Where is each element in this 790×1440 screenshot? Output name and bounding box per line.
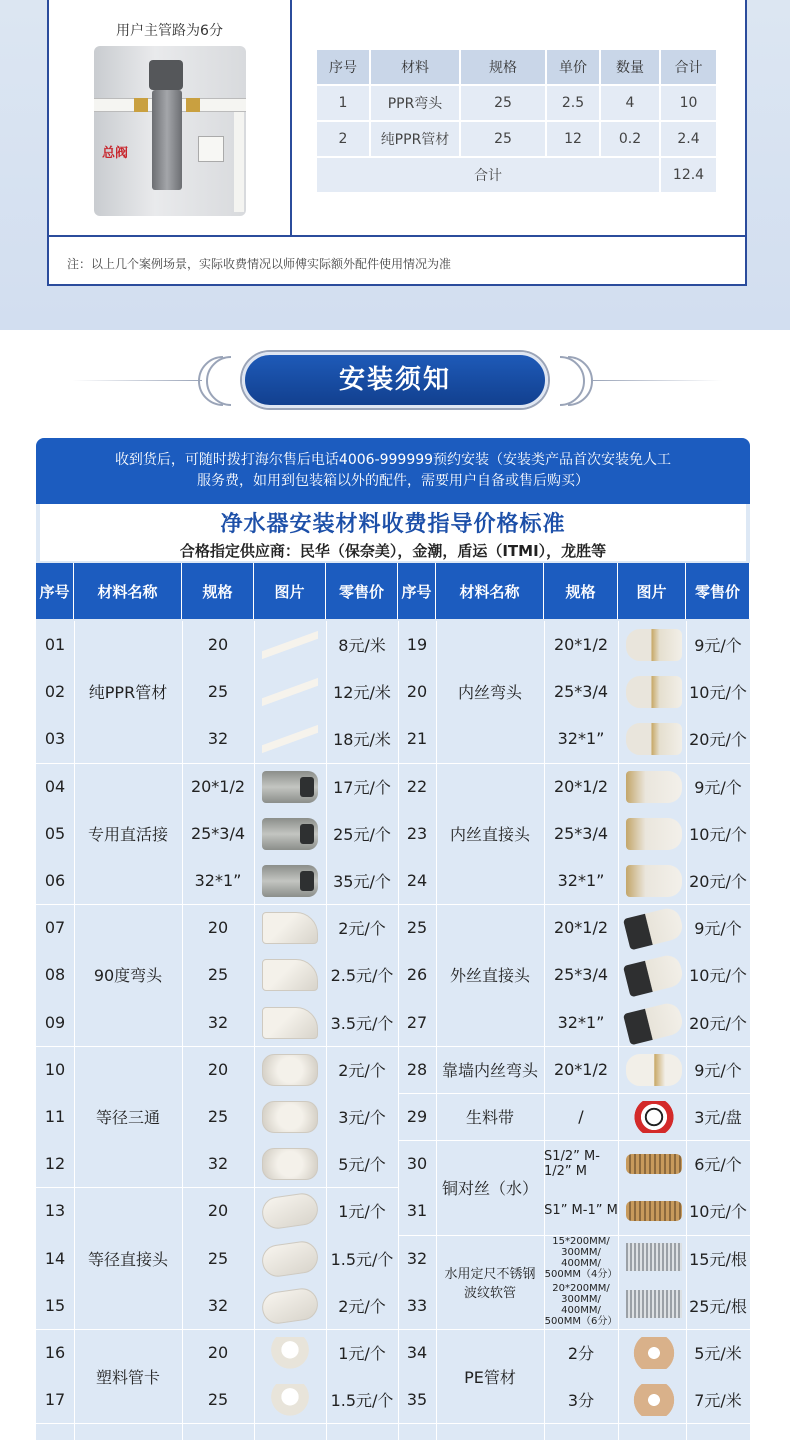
- item-spec: 20: [207, 1343, 229, 1363]
- table-cell: 纯PPR管材: [371, 122, 459, 156]
- case-note: 注：以上几个案例场景，实际收费情况以师傅实际额外配件使用情况为准: [67, 257, 452, 271]
- column-header: 图片: [254, 563, 326, 619]
- retail-price: 5元/米: [694, 1344, 742, 1364]
- coupling-part-image: [262, 865, 318, 897]
- table-row: [317, 86, 716, 120]
- item-spec: 20*1/2: [553, 776, 609, 796]
- item-spec: 32: [207, 1295, 229, 1315]
- pe-part-image: [626, 1384, 682, 1416]
- notice-line: 收到货后，可随时拨打海尔售后电话4006-999999预约安装（安装类产品首次安装免人工: [114, 452, 672, 468]
- column-header: 材料名称: [436, 563, 544, 619]
- item-number: 29: [406, 1107, 428, 1127]
- grid-line: [398, 1423, 750, 1424]
- material-name: 塑料管卡: [95, 1367, 160, 1387]
- item-spec: 25: [207, 965, 229, 985]
- item-number: 06: [44, 871, 66, 891]
- pe-part-image: [626, 1337, 682, 1369]
- retail-price: 6元/个: [694, 1155, 742, 1175]
- item-spec: S1/2” M-1/2” M: [544, 1148, 600, 1179]
- tee-part-image: [262, 1054, 318, 1086]
- column-header: 单价: [547, 50, 599, 84]
- ostraight-part-image: [623, 953, 685, 998]
- material-name: 水用定尺不锈钢波纹软管: [444, 1266, 536, 1301]
- hose-part-image: [626, 1243, 682, 1271]
- clip-part-image: [262, 1384, 318, 1416]
- item-spec: 32*1”: [557, 1012, 605, 1032]
- item-number: 31: [406, 1201, 428, 1221]
- brass-part-image: [626, 1201, 682, 1221]
- wall-part-image: [626, 1054, 682, 1086]
- material-name: 外丝直接头: [449, 966, 530, 986]
- table-cell: 25: [461, 86, 545, 120]
- sheet-title: 净水器安装材料收费指导价格标准: [220, 512, 566, 537]
- column-header: 合计: [661, 50, 716, 84]
- sheet-header: [40, 504, 746, 561]
- case-cost-table: [315, 48, 718, 194]
- ostraight-part-image: [623, 906, 685, 951]
- retail-price: 2.5元/个: [330, 966, 394, 986]
- item-spec: 25: [207, 1248, 229, 1268]
- item-number: 14: [44, 1248, 66, 1268]
- table-cell: 0.2: [601, 122, 659, 156]
- item-number: 30: [406, 1154, 428, 1174]
- retail-price: 17元/个: [333, 777, 391, 797]
- table-total-row: [317, 158, 716, 192]
- item-number: 02: [44, 682, 66, 702]
- item-spec: 20*1/2: [553, 918, 609, 938]
- item-spec: 25: [207, 682, 229, 702]
- item-number: 04: [44, 776, 66, 796]
- material-name: 靠墙内丝弯头: [441, 1060, 538, 1080]
- tee-part-image: [262, 1101, 318, 1133]
- column-header: 规格: [182, 563, 254, 619]
- ielbow-part-image: [626, 676, 682, 708]
- retail-price: 9元/个: [694, 636, 742, 656]
- column-header: 材料: [371, 50, 459, 84]
- material-name: 内丝弯头: [457, 683, 522, 703]
- item-number: 19: [406, 635, 428, 655]
- column-header: 规格: [544, 563, 618, 619]
- column-header: 材料名称: [74, 563, 182, 619]
- column-header: 数量: [601, 50, 659, 84]
- item-number: 10: [44, 1059, 66, 1079]
- material-name: 等径三通: [95, 1108, 160, 1128]
- item-number: 21: [406, 729, 428, 749]
- material-name: 纯PPR管材: [88, 683, 168, 703]
- retail-price: 8元/米: [338, 636, 386, 656]
- column-header: 零售价: [686, 563, 750, 619]
- item-spec: 25*3/4: [553, 682, 609, 702]
- item-spec: S1” M-1” M: [544, 1203, 618, 1219]
- table-cell: 12: [547, 122, 599, 156]
- retail-price: 3.5元/个: [330, 1013, 394, 1033]
- item-spec: 3分: [567, 1391, 595, 1411]
- item-number: 12: [44, 1154, 66, 1174]
- item-spec: 20: [207, 1201, 229, 1221]
- table-cell: PPR弯头: [371, 86, 459, 120]
- item-spec: 25: [207, 1107, 229, 1127]
- item-spec: 20: [207, 635, 229, 655]
- item-number: 24: [406, 871, 428, 891]
- retail-price: 15元/根: [689, 1249, 747, 1269]
- retail-price: 25元/根: [689, 1296, 747, 1316]
- elbow-part-image: [262, 1007, 318, 1039]
- istraight-part-image: [626, 818, 682, 850]
- item-spec: 25*3/4: [190, 823, 246, 843]
- item-spec: 2分: [567, 1344, 595, 1364]
- column-header: 规格: [461, 50, 545, 84]
- table-cell: 4: [601, 86, 659, 120]
- tape-part-image: [626, 1101, 682, 1133]
- retail-price: 20元/个: [689, 1013, 747, 1033]
- grid-line: [36, 1423, 398, 1424]
- item-number: 33: [406, 1295, 428, 1315]
- retail-price: 12元/米: [333, 683, 391, 703]
- item-number: 28: [406, 1059, 428, 1079]
- item-number: 11: [44, 1107, 66, 1127]
- item-spec: /: [578, 1107, 584, 1127]
- retail-price: 1元/个: [338, 1202, 386, 1222]
- item-spec: 20*1/2: [553, 1059, 609, 1079]
- retail-price: 35元/个: [333, 872, 391, 892]
- case-card: [47, 0, 747, 286]
- retail-price: 3元/个: [338, 1108, 386, 1128]
- elbow-part-image: [262, 959, 318, 991]
- material-name: 内丝直接头: [449, 824, 530, 844]
- istraight-part-image: [626, 771, 682, 803]
- item-number: 23: [406, 823, 428, 843]
- item-number: 01: [44, 635, 66, 655]
- column-header: 序号: [36, 563, 74, 619]
- retail-price: 3元/盘: [694, 1108, 742, 1128]
- item-number: 13: [44, 1201, 66, 1221]
- retail-price: 20元/个: [689, 730, 747, 750]
- retail-price: 2元/个: [338, 1296, 386, 1316]
- retail-price: 9元/个: [694, 1060, 742, 1080]
- grid-line: [254, 621, 255, 1440]
- elbow-part-image: [262, 912, 318, 944]
- retail-price: 5元/个: [338, 1155, 386, 1175]
- item-number: 25: [406, 918, 428, 938]
- retail-price: 2元/个: [338, 1060, 386, 1080]
- item-spec: 32: [207, 729, 229, 749]
- item-spec: 15*200MM/ 300MM/ 400MM/ 500MM（4分）: [544, 1236, 618, 1281]
- retail-price: 10元/个: [689, 1202, 747, 1222]
- retail-price: 7元/米: [694, 1391, 742, 1411]
- straight-part-image: [260, 1192, 320, 1231]
- item-spec: 25: [207, 1390, 229, 1410]
- item-spec: 32: [207, 1012, 229, 1032]
- straight-part-image: [260, 1239, 320, 1278]
- table-cell: 25: [461, 122, 545, 156]
- retail-price: 25元/个: [333, 824, 391, 844]
- item-number: 34: [406, 1343, 428, 1363]
- item-spec: 25*3/4: [553, 823, 609, 843]
- ielbow-part-image: [626, 723, 682, 755]
- table-cell: 2: [317, 122, 369, 156]
- item-number: 07: [44, 918, 66, 938]
- item-spec: 20*200MM/ 300MM/ 400MM/ 500MM（6分）: [544, 1283, 618, 1328]
- item-spec: 32*1”: [194, 871, 242, 891]
- banner-decor-line: [592, 380, 722, 381]
- total-label: 合计: [317, 158, 659, 192]
- table-row: [317, 122, 716, 156]
- photo-caption: 用户主管路为6分: [116, 23, 223, 39]
- material-name: 90度弯头: [93, 966, 163, 986]
- retail-price: 1.5元/个: [330, 1391, 394, 1411]
- straight-part-image: [260, 1286, 320, 1325]
- price-sheet: [36, 438, 750, 1440]
- banner-decor-line: [72, 380, 202, 381]
- retail-price: 2元/个: [338, 919, 386, 939]
- coupling-part-image: [262, 771, 318, 803]
- retail-price: 9元/个: [694, 919, 742, 939]
- item-spec: 20*1/2: [190, 776, 246, 796]
- retail-price: 1元/个: [338, 1344, 386, 1364]
- retail-price: 10元/个: [689, 683, 747, 703]
- section-title-banner: 安装须知: [242, 352, 548, 408]
- item-number: 27: [406, 1012, 428, 1032]
- total-value: 12.4: [661, 158, 716, 192]
- item-number: 20: [406, 682, 428, 702]
- price-table: [36, 563, 750, 1440]
- case-divider: [49, 235, 745, 237]
- item-spec: 32: [207, 1154, 229, 1174]
- clip-part-image: [262, 1337, 318, 1369]
- material-name: 等径直接头: [87, 1249, 168, 1269]
- photo-label: 总阀: [102, 146, 129, 161]
- retail-price: 10元/个: [689, 966, 747, 986]
- item-spec: 20: [207, 918, 229, 938]
- column-header: 序号: [398, 563, 436, 619]
- item-spec: 25*3/4: [553, 965, 609, 985]
- item-number: 35: [406, 1390, 428, 1410]
- notice-line: 服务费，如用到包装箱以外的配件，需要用户自备或售后购买）: [197, 473, 589, 489]
- retail-price: 9元/个: [694, 777, 742, 797]
- retail-price: 18元/米: [333, 730, 391, 750]
- item-spec: 32*1”: [557, 729, 605, 749]
- filter-install-photo: [94, 46, 246, 216]
- retail-price: 20元/个: [689, 872, 747, 892]
- pipe-part-image: [262, 629, 318, 661]
- table-cell: 2.5: [547, 86, 599, 120]
- install-notice: [36, 438, 750, 504]
- item-spec: 20*1/2: [553, 635, 609, 655]
- tee-part-image: [262, 1148, 318, 1180]
- table-cell: 10: [661, 86, 716, 120]
- column-header: 图片: [618, 563, 686, 619]
- case-divider: [290, 0, 292, 237]
- column-header: 序号: [317, 50, 369, 84]
- grid-line: [618, 621, 619, 1440]
- material-name: 生料带: [465, 1108, 514, 1128]
- material-name: 专用直活接: [87, 824, 168, 844]
- item-number: 16: [44, 1343, 66, 1363]
- pipe-part-image: [262, 723, 318, 755]
- brass-part-image: [626, 1154, 682, 1174]
- item-number: 09: [44, 1012, 66, 1032]
- supplier-line: 合格指定供应商：民华（保奈美），金潮，盾运（ITMI），龙胜等: [179, 542, 607, 560]
- item-number: 32: [406, 1248, 428, 1268]
- item-number: 15: [44, 1295, 66, 1315]
- material-name: PE管材: [464, 1367, 516, 1387]
- table-cell: 2.4: [661, 122, 716, 156]
- coupling-part-image: [262, 818, 318, 850]
- retail-price: 1.5元/个: [330, 1249, 394, 1269]
- istraight-part-image: [626, 865, 682, 897]
- item-spec: 20: [207, 1059, 229, 1079]
- item-number: 03: [44, 729, 66, 749]
- table-header-row: [317, 50, 716, 84]
- item-number: 26: [406, 965, 428, 985]
- pipe-part-image: [262, 676, 318, 708]
- item-spec: 32*1”: [557, 871, 605, 891]
- item-number: 08: [44, 965, 66, 985]
- item-number: 17: [44, 1390, 66, 1410]
- material-name: 铜对丝（水）: [441, 1178, 538, 1198]
- ostraight-part-image: [623, 1000, 685, 1045]
- retail-price: 10元/个: [689, 824, 747, 844]
- table-cell: 1: [317, 86, 369, 120]
- item-number: 22: [406, 776, 428, 796]
- hose-part-image: [626, 1290, 682, 1318]
- ielbow-part-image: [626, 629, 682, 661]
- item-number: 05: [44, 823, 66, 843]
- column-header: 零售价: [326, 563, 398, 619]
